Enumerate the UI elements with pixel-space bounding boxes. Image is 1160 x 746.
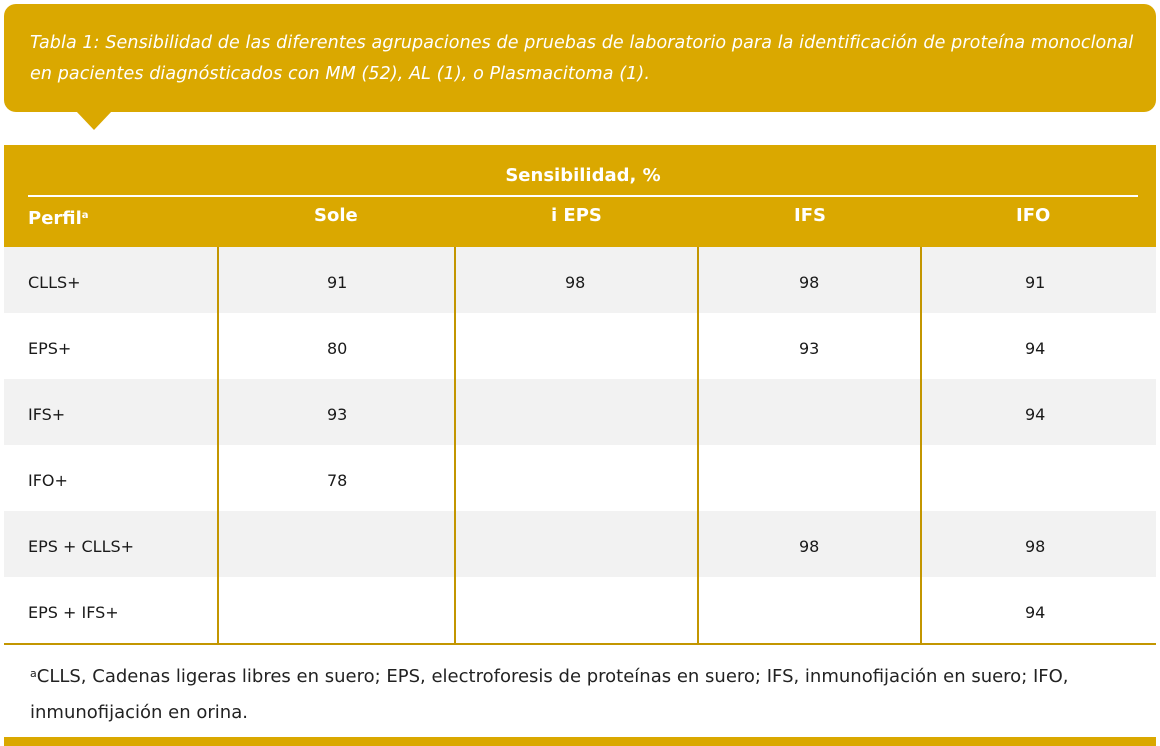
row-label: IFS+ xyxy=(28,405,66,424)
column-divider xyxy=(920,247,922,643)
row-label: EPS + CLLS+ xyxy=(28,537,135,556)
table-header xyxy=(4,145,1156,247)
row-label: CLLS+ xyxy=(28,273,81,292)
cell-ifo: 98 xyxy=(1025,537,1046,556)
table-footnote xyxy=(30,656,1140,731)
row-label: IFO+ xyxy=(28,471,68,490)
row-label: EPS + IFS+ xyxy=(28,603,119,622)
table-row xyxy=(4,445,1156,511)
footnote-marker: a xyxy=(30,667,37,680)
table-body xyxy=(4,247,1156,643)
table-row xyxy=(4,313,1156,379)
caption-text: Tabla 1: Sensibilidad de las diferentes agrupaciones de pruebas de laboratorio para la identificación de proteína monoclonal en pacientes diagnósticados con MM (52), AL (1), o Plasmacitoma (1). xyxy=(30,33,1134,84)
cell-sole: 93 xyxy=(327,405,348,424)
cell-ifo: 94 xyxy=(1025,339,1046,358)
column-divider xyxy=(217,247,219,643)
cell-ifo: 94 xyxy=(1025,405,1046,424)
cell-ifs: 98 xyxy=(799,537,820,556)
row-label: EPS+ xyxy=(28,339,72,358)
table-bottom-rule xyxy=(4,643,1156,645)
column-header-ieps: i EPS xyxy=(551,205,602,226)
column-divider xyxy=(454,247,456,643)
column-header-ifo: IFO xyxy=(1016,205,1051,226)
column-header-profile-sup: a xyxy=(81,210,89,221)
cell-sole: 91 xyxy=(327,273,348,292)
table-row xyxy=(4,247,1156,313)
cell-ieps: 98 xyxy=(565,273,586,292)
header-divider xyxy=(28,195,1138,197)
cell-ifo: 94 xyxy=(1025,603,1046,622)
cell-sole: 78 xyxy=(327,471,348,490)
column-header-sole: Sole xyxy=(314,205,358,226)
footnote-text: CLLS, Cadenas ligeras libres en suero; EPS, electroforesis de proteínas en suero; IFS, inmunofijación en suero; IFO, inmunofijación en orina. xyxy=(30,666,1069,723)
super-header: Sensibilidad, % xyxy=(505,165,661,186)
table-row xyxy=(4,511,1156,577)
column-divider xyxy=(697,247,699,643)
column-header-profile xyxy=(28,203,89,229)
column-header-ifs: IFS xyxy=(794,205,826,226)
cell-ifs: 98 xyxy=(799,273,820,292)
table-row xyxy=(4,379,1156,445)
column-header-profile-label: Perfil xyxy=(28,208,82,229)
cell-sole: 80 xyxy=(327,339,348,358)
caption-pointer xyxy=(76,111,112,130)
bottom-bar xyxy=(4,737,1156,746)
table-row xyxy=(4,577,1156,643)
cell-ifo: 91 xyxy=(1025,273,1046,292)
cell-ifs: 93 xyxy=(799,339,820,358)
table-caption xyxy=(4,4,1156,112)
